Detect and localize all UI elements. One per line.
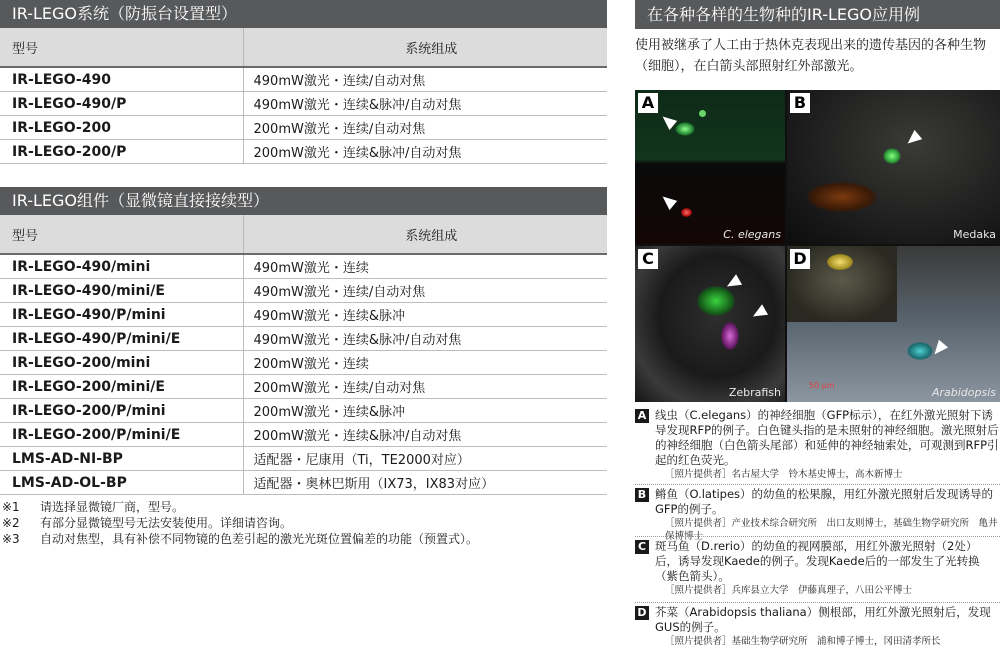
footnote-text: 有部分显微镜型号无法安装使用。详细请咨询。 [40,516,293,530]
examples-column [635,0,1000,647]
table-row [0,140,607,164]
section2-title: IR-LEGO组件（显微镜直接接续型） [0,187,607,215]
table-row [0,447,607,471]
footnote-text: 请选择显微镜厂商，型号。 [40,500,185,514]
comp-cell: 490mW激光・连续&脉冲 [243,303,607,327]
gfp-cell [699,110,706,117]
description-label: D [635,606,649,620]
description-text: 线虫（C.elegans）的神经细胞（GFP标示），在红外激光照射下诱导发现RFP的例子。白色键头指的是未照射的神经细胞。激光照射后的神经细胞（白色箭头尾部）和延伸的神经轴索处，可观测到RFP引起的红色荧光。 [655,408,999,467]
divider [635,536,1000,537]
table-row [0,471,607,495]
model-cell: IR-LEGO-200 [0,116,243,140]
col-model-header: 型号 [0,215,243,254]
comp-cell: 200mW激光・连续/自动对焦 [243,375,607,399]
rfp-cell [681,208,692,217]
model-cell: LMS-AD-OL-BP [0,471,243,495]
photo-a [635,90,785,244]
comp-cell: 200mW激光・连续&脉冲/自动对焦 [243,423,607,447]
description-label: C [635,540,649,554]
photo-caption: Zebrafish [728,386,781,399]
model-cell: IR-LEGO-490/P/mini/E [0,327,243,351]
comp-cell: 490mW激光・连续 [243,254,607,279]
table-row [0,67,607,92]
photo-credit: ［照片提供者］产业技术综合研究所 出口友则博士，基础生物学研究所 亀井保博博士 [665,518,998,542]
arrowhead-icon [750,304,768,321]
footnote-text: 自动对焦型，具有补偿不同物镜的色差引起的激光光斑位置偏差的功能（预置式）。 [40,532,479,546]
photo-grid [635,90,1000,402]
section1-title: IR-LEGO系统（防振台设置型） [0,0,607,28]
footnote-mark: ※3 [2,532,20,546]
comp-cell: 490mW激光・连续&脉冲/自动对焦 [243,92,607,116]
description-text: 斑马鱼（D.rerio）的幼鱼的视网膜部，用红外激光照射（2处）后，诱导发现Kaede的例子。发现Kaede后的一部发生了光转换（紫色箭头）。 [655,539,980,583]
seedling-leaf [827,254,853,270]
model-cell: IR-LEGO-200/P [0,140,243,164]
arrowhead-icon [930,340,948,358]
comp-cell: 490mW激光・连续&脉冲/自动对焦 [243,327,607,351]
footnote [0,499,607,515]
description-c [635,539,1000,597]
photo-b [787,90,1000,244]
table-row [0,303,607,327]
description-label: B [635,488,649,502]
unit-table [0,215,607,495]
scale-bar-label: 50 μm [809,381,835,390]
footnote-mark: ※2 [2,516,20,530]
model-cell: LMS-AD-NI-BP [0,447,243,471]
footnote [0,515,607,531]
comp-cell: 适配器・奥林巴斯用（IX73，IX83对应） [243,471,607,495]
photo-credit: ［照片提供者］基础生物学研究所 浦和博子博士，冈田清孝所长 [665,636,941,647]
table-row [0,279,607,303]
photo-caption: Medaka [953,228,996,241]
model-cell: IR-LEGO-490/mini [0,254,243,279]
description-label: A [635,409,649,423]
arrowhead-icon [659,192,677,210]
model-cell: IR-LEGO-490/P/mini [0,303,243,327]
arrowhead-icon [904,130,922,148]
table-row [0,351,607,375]
table-row [0,375,607,399]
divider [635,602,1000,603]
description-text: 鳉鱼（O.latipes）的幼鱼的松果腺，用红外激光照射后发现诱导的GFP的例子。 [655,487,994,516]
photo-label: B [790,93,810,113]
gfp-cell [675,122,695,136]
table-row [0,327,607,351]
gus-stain [907,342,933,360]
photo-label: D [790,249,810,269]
examples-intro: 使用被继承了人工由于热休克表现出来的遗传基因的各种生物（细胞），在白箭头部照射红外部激光。 [635,38,987,74]
footnote [0,531,607,547]
comp-cell: 200mW激光・连续 [243,351,607,375]
model-cell: IR-LEGO-200/P/mini/E [0,423,243,447]
comp-cell: 490mW激光・连续/自动对焦 [243,279,607,303]
footnote-mark: ※1 [2,500,20,514]
comp-cell: 200mW激光・连续&脉冲 [243,399,607,423]
model-cell: IR-LEGO-490 [0,67,243,92]
model-cell: IR-LEGO-490/P [0,92,243,116]
photoconverted-cells [721,322,739,350]
col-comp-header: 系统组成 [243,28,607,67]
description-text: 芥菜（Arabidopsis thaliana）侧根部，用红外激光照射后，发现GUS的例子。 [655,605,991,634]
footnotes [0,499,607,547]
photo-credit: ［照片提供者］兵库县立大学 伊藤真理子，八田公平博士 [665,585,913,596]
table-row [0,254,607,279]
photo-d [787,246,1000,402]
photo-credit: ［照片提供者］名古屋大学 铃木基史博士，高木新博士 [665,469,903,480]
description-a [635,408,1000,481]
description-d [635,605,1000,648]
photo-label: C [638,249,658,269]
col-comp-header: 系统组成 [243,215,607,254]
photo-caption: Arabidopsis [931,386,996,399]
comp-cell: 200mW激光・连续/自动对焦 [243,116,607,140]
system-table [0,28,607,164]
comp-cell: 490mW激光・连续/自动对焦 [243,67,607,92]
photo-label: A [638,93,658,113]
col-model-header: 型号 [0,28,243,67]
model-cell: IR-LEGO-200/mini [0,351,243,375]
photo-c [635,246,785,402]
table-row [0,423,607,447]
divider [635,484,1000,485]
table-row [0,92,607,116]
photo-caption: C. elegans [723,228,781,241]
model-cell: IR-LEGO-200/P/mini [0,399,243,423]
description-b [635,487,1000,543]
fish-head [807,182,877,212]
table-row [0,399,607,423]
table-row [0,116,607,140]
model-cell: IR-LEGO-490/mini/E [0,279,243,303]
gfp-cell [883,148,901,164]
model-cell: IR-LEGO-200/mini/E [0,375,243,399]
comp-cell: 200mW激光・连续&脉冲/自动对焦 [243,140,607,164]
comp-cell: 适配器・尼康用（Ti，TE2000对应） [243,447,607,471]
examples-title: 在各种各样的生物种的IR-LEGO应用例 [635,0,1000,29]
